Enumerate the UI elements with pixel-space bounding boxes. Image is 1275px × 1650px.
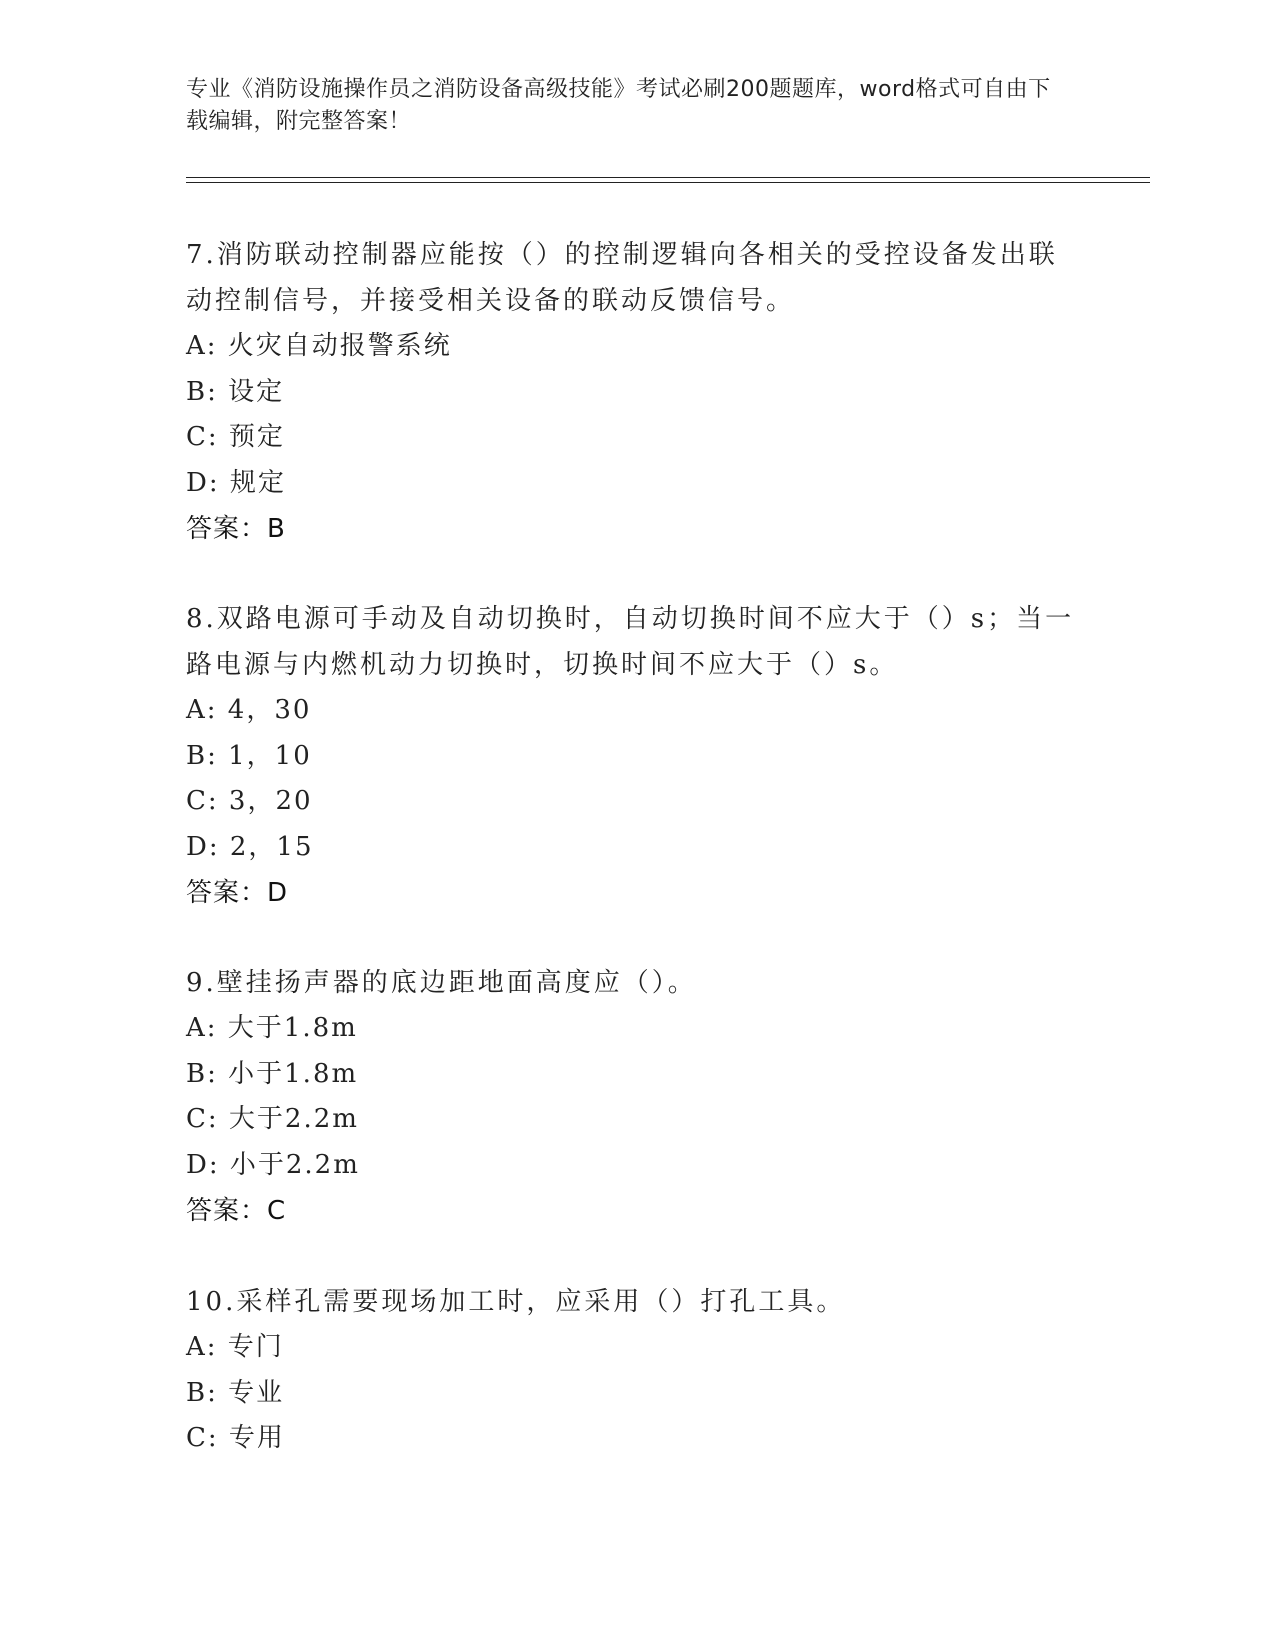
question-stem: 8.双路电源可手动及自动切换时，自动切换时间不应大于（）s；当一路电源与内燃机动力切换时，切换时间不应大于（）s。 xyxy=(186,604,1075,680)
option-a: A: 火灾自动报警系统 xyxy=(186,331,452,361)
option-b: B: 1，10 xyxy=(186,740,312,771)
option-d: D: 规定 xyxy=(186,467,286,498)
header-divider-bottom xyxy=(186,182,1150,183)
option-c: C: 专用 xyxy=(186,1423,285,1453)
answer-label: 答案：C xyxy=(186,1196,287,1226)
question-stem: 10.采样孔需要现场加工时，应采用（）打孔工具。 xyxy=(186,1287,846,1317)
question-8 xyxy=(186,596,1086,916)
option-b: B: 专业 xyxy=(186,1377,285,1408)
header-divider-top xyxy=(186,177,1150,178)
option-c: C: 大于2.2m xyxy=(186,1104,359,1134)
document-header: 专业《消防设施操作员之消防设备高级技能》考试必刷200题题库，word格式可自由下载编辑，附完整答案！ xyxy=(186,77,1051,134)
question-7 xyxy=(186,232,1086,552)
option-c: C: 预定 xyxy=(186,422,285,452)
option-b: B: 小于1.8m xyxy=(186,1058,359,1089)
question-9 xyxy=(186,960,1086,1234)
option-a: A: 专门 xyxy=(186,1332,284,1362)
question-stem: 9.壁挂扬声器的底边距地面高度应（）。 xyxy=(186,968,697,998)
answer-label: 答案：B xyxy=(186,514,286,544)
option-b: B: 设定 xyxy=(186,376,285,407)
answer-label: 答案：D xyxy=(186,878,289,908)
option-a: A: 4，30 xyxy=(186,695,312,725)
question-stem: 7.消防联动控制器应能按（）的控制逻辑向各相关的受控设备发出联动控制信号，并接受相关设备的联动反馈信号。 xyxy=(186,240,1058,316)
option-d: D: 2，15 xyxy=(186,831,314,862)
question-10 xyxy=(186,1279,1086,1462)
option-c: C: 3，20 xyxy=(186,786,313,816)
option-d: D: 小于2.2m xyxy=(186,1149,360,1180)
option-a: A: 大于1.8m xyxy=(186,1013,358,1043)
